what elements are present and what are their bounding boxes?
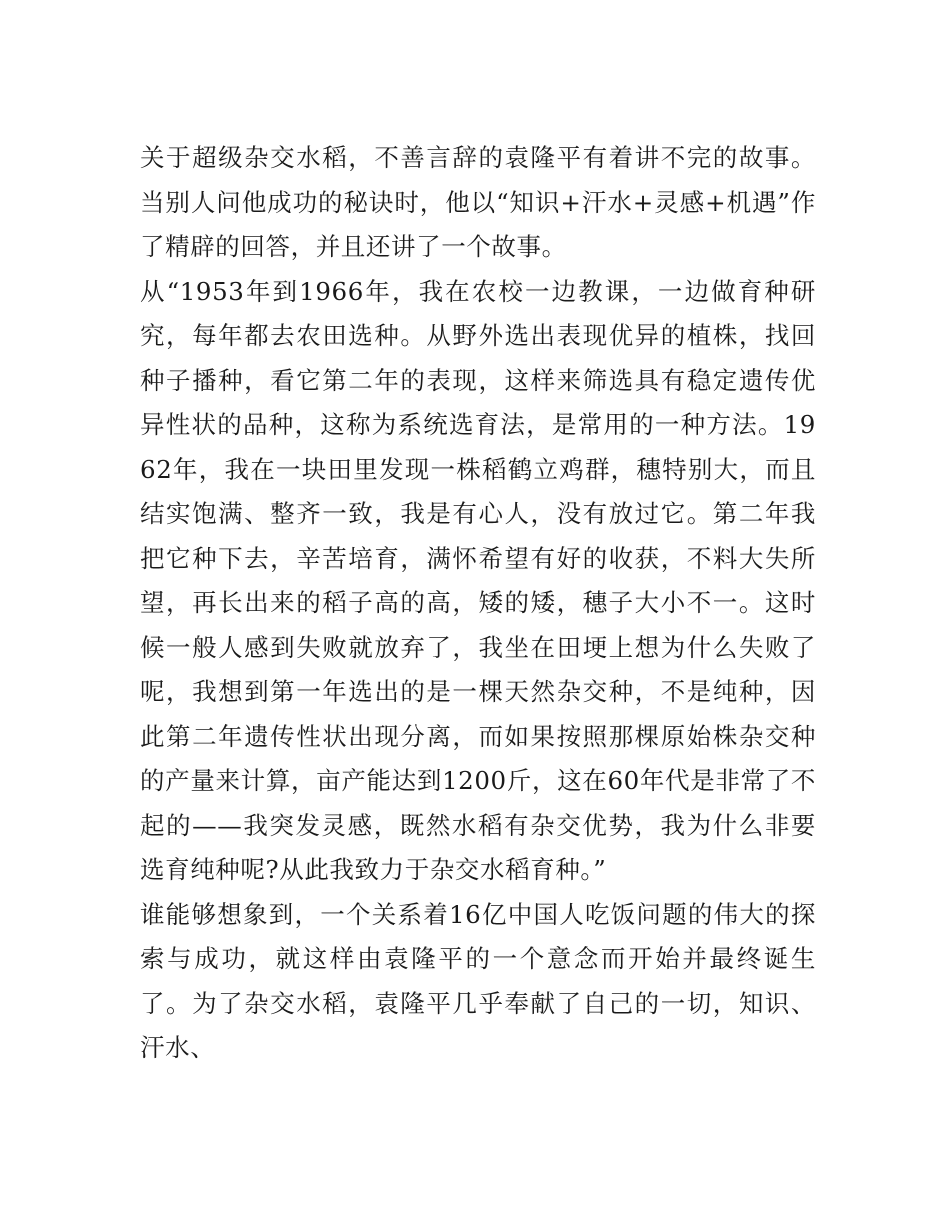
paragraph-conclusion: 谁能够想象到，一个关系着16亿中国人吃饭问题的伟大的探索与成功，就这样由袁隆平的一个意念而开始并最终诞生了。为了杂交水稻，袁隆平几乎奉献了自己的一切，知识、汗水、 (140, 899, 816, 1062)
paragraph-intro: 关于超级杂交水稻，不善言辞的袁隆平有着讲不完的故事。当别人问他成功的秘诀时，他以“知识+汗水+灵感+机遇”作了精辟的回答，并且还讲了一个故事。 (140, 143, 816, 261)
paragraph-quote: 从“1953年到1966年，我在农校一边教课，一边做育种研究，每年都去农田选种。从野外选出表现优异的植株，找回种子播种，看它第二年的表现，这样来筛选具有稳定遗传优异性状的品种，这称为系统选育法，是常用的一种方法。1962年，我在一块田里发现一株稻鹤立鸡群，穗特别大，而且结实饱满、整齐一致，我是有心人，没有放过它。第二年我把它种下去，辛苦培育，满怀希望有好的收获，不料大失所望，再长出来的稻子高的高，矮的矮，穗子大小不一。这时候一般人感到失败就放弃了，我坐在田埂上想为什么失败了呢，我想到第一年选出的是一棵天然杂交种，不是纯种，因此第二年遗传性状出现分离，而如果按照那棵原始株杂交种的产量来计算，亩产能达到1200斤，这在60年代是非常了不起的——我突发灵感，既然水稻有杂交优势，我为什么非要选育纯种呢?从此我致力于杂交水稻育种。” (140, 276, 816, 884)
document-body (140, 136, 816, 1071)
